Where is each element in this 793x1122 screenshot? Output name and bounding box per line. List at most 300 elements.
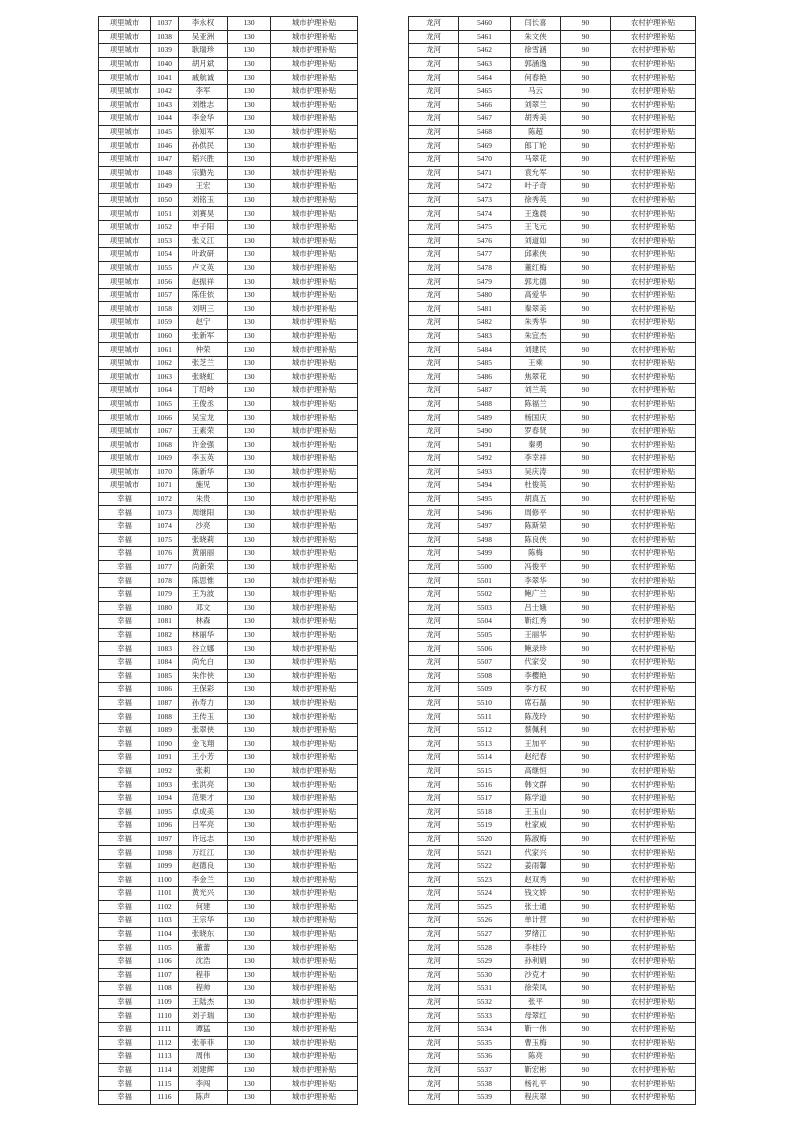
amount-cell: 130: [228, 723, 271, 737]
name-cell: 陈超: [511, 125, 561, 139]
serial-number-cell: 5478: [459, 261, 511, 275]
district-cell: 幸福: [99, 547, 151, 561]
subsidy-type-cell: 城市护理补贴: [271, 180, 358, 194]
amount-cell: 130: [228, 329, 271, 343]
table-row: [99, 683, 358, 697]
table-row: [409, 968, 696, 982]
name-cell: 韬兴胜: [179, 152, 228, 166]
serial-number-cell: 1058: [151, 302, 179, 316]
table-row: [99, 30, 358, 44]
amount-cell: 90: [561, 452, 611, 466]
serial-number-cell: 5539: [459, 1090, 511, 1104]
serial-number-cell: 1108: [151, 982, 179, 996]
amount-cell: 130: [228, 438, 271, 452]
subsidy-type-cell: 农村护理补贴: [611, 574, 696, 588]
table-row: [99, 152, 358, 166]
district-cell: 龙河: [409, 1009, 459, 1023]
district-cell: 龙河: [409, 1022, 459, 1036]
name-cell: 王乘: [511, 356, 561, 370]
name-cell: 邓文: [179, 601, 228, 615]
district-cell: 龙河: [409, 220, 459, 234]
serial-number-cell: 5479: [459, 275, 511, 289]
subsidy-type-cell: 城市护理补贴: [271, 98, 358, 112]
name-cell: 邱素侠: [511, 248, 561, 262]
amount-cell: 90: [561, 84, 611, 98]
amount-cell: 90: [561, 683, 611, 697]
subsidy-type-cell: 城市护理补贴: [271, 84, 358, 98]
serial-number-cell: 5463: [459, 57, 511, 71]
subsidy-type-cell: 农村护理补贴: [611, 506, 696, 520]
name-cell: 马云: [511, 84, 561, 98]
subsidy-type-cell: 城市护理补贴: [271, 248, 358, 262]
name-cell: 刘铭玉: [179, 193, 228, 207]
table-row: [409, 220, 696, 234]
serial-number-cell: 5514: [459, 751, 511, 765]
table-row: [409, 642, 696, 656]
subsidy-type-cell: 城市护理补贴: [271, 560, 358, 574]
table-row: [409, 1077, 696, 1091]
subsidy-type-cell: 城市护理补贴: [271, 1050, 358, 1064]
name-cell: 沈浩: [179, 954, 228, 968]
serial-number-cell: 5528: [459, 941, 511, 955]
serial-number-cell: 5525: [459, 900, 511, 914]
subsidy-type-cell: 农村护理补贴: [611, 152, 696, 166]
table-row: [409, 819, 696, 833]
amount-cell: 130: [228, 220, 271, 234]
subsidy-type-cell: 城市护理补贴: [271, 275, 358, 289]
subsidy-type-cell: 农村护理补贴: [611, 465, 696, 479]
amount-cell: 90: [561, 166, 611, 180]
serial-number-cell: 1073: [151, 506, 179, 520]
table-row: [409, 1050, 696, 1064]
serial-number-cell: 1061: [151, 343, 179, 357]
name-cell: 尚允白: [179, 655, 228, 669]
subsidy-type-cell: 农村护理补贴: [611, 819, 696, 833]
table-row: [99, 805, 358, 819]
serial-number-cell: 5533: [459, 1009, 511, 1023]
amount-cell: 130: [228, 234, 271, 248]
table-row: [99, 248, 358, 262]
serial-number-cell: 5484: [459, 343, 511, 357]
serial-number-cell: 1049: [151, 180, 179, 194]
table-row: [409, 601, 696, 615]
district-cell: 龙河: [409, 479, 459, 493]
district-cell: 龙河: [409, 764, 459, 778]
name-cell: 郭尤德: [511, 275, 561, 289]
table-row: [99, 819, 358, 833]
name-cell: 王逸晨: [511, 207, 561, 221]
name-cell: 郎丁轮: [511, 139, 561, 153]
table-row: [99, 438, 358, 452]
serial-number-cell: 5527: [459, 927, 511, 941]
name-cell: 李翠华: [511, 574, 561, 588]
serial-number-cell: 1052: [151, 220, 179, 234]
subsidy-type-cell: 农村护理补贴: [611, 873, 696, 887]
subsidy-type-cell: 城市护理补贴: [271, 139, 358, 153]
table-row: [99, 57, 358, 71]
district-cell: 幸福: [99, 737, 151, 751]
table-row: [99, 628, 358, 642]
table-row: [409, 900, 696, 914]
name-cell: 陈思惟: [179, 574, 228, 588]
subsidy-type-cell: 农村护理补贴: [611, 234, 696, 248]
name-cell: 席石磊: [511, 696, 561, 710]
table-row: [99, 411, 358, 425]
district-cell: 龙河: [409, 84, 459, 98]
name-cell: 母翠红: [511, 1009, 561, 1023]
name-cell: 卓成美: [179, 805, 228, 819]
name-cell: 赵纪春: [511, 751, 561, 765]
table-row: [409, 547, 696, 561]
table-row: [99, 642, 358, 656]
subsidy-type-cell: 城市护理补贴: [271, 343, 358, 357]
table-row: [409, 44, 696, 58]
amount-cell: 130: [228, 683, 271, 697]
district-cell: 项里城市: [99, 44, 151, 58]
table-row: [99, 887, 358, 901]
serial-number-cell: 1041: [151, 71, 179, 85]
name-cell: 刘明三: [179, 302, 228, 316]
amount-cell: 90: [561, 914, 611, 928]
amount-cell: 130: [228, 751, 271, 765]
district-cell: 龙河: [409, 723, 459, 737]
table-row: [409, 723, 696, 737]
table-row: [99, 370, 358, 384]
district-cell: 龙河: [409, 927, 459, 941]
serial-number-cell: 1075: [151, 533, 179, 547]
amount-cell: 90: [561, 1022, 611, 1036]
serial-number-cell: 1089: [151, 723, 179, 737]
name-cell: 秦翠美: [511, 302, 561, 316]
serial-number-cell: 1095: [151, 805, 179, 819]
district-cell: 幸福: [99, 669, 151, 683]
name-cell: 徐雪涵: [511, 44, 561, 58]
district-cell: 龙河: [409, 683, 459, 697]
table-row: [99, 778, 358, 792]
serial-number-cell: 5472: [459, 180, 511, 194]
subsidy-type-cell: 农村护理补贴: [611, 900, 696, 914]
table-row: [99, 832, 358, 846]
serial-number-cell: 5523: [459, 873, 511, 887]
table-row: [409, 98, 696, 112]
district-cell: 项里城市: [99, 84, 151, 98]
district-cell: 项里城市: [99, 370, 151, 384]
table-row: [409, 791, 696, 805]
table-row: [99, 139, 358, 153]
name-cell: 代家安: [511, 655, 561, 669]
table-row: [409, 30, 696, 44]
district-cell: 龙河: [409, 343, 459, 357]
name-cell: 谭猛: [179, 1022, 228, 1036]
amount-cell: 130: [228, 1063, 271, 1077]
serial-number-cell: 5494: [459, 479, 511, 493]
amount-cell: 130: [228, 356, 271, 370]
serial-number-cell: 5522: [459, 859, 511, 873]
amount-cell: 90: [561, 424, 611, 438]
serial-number-cell: 1091: [151, 751, 179, 765]
serial-number-cell: 5515: [459, 764, 511, 778]
serial-number-cell: 1053: [151, 234, 179, 248]
table-row: [409, 139, 696, 153]
amount-cell: 90: [561, 492, 611, 506]
table-row: [99, 492, 358, 506]
amount-cell: 130: [228, 1050, 271, 1064]
amount-cell: 90: [561, 995, 611, 1009]
name-cell: 李金兰: [179, 873, 228, 887]
amount-cell: 130: [228, 370, 271, 384]
name-cell: 张义江: [179, 234, 228, 248]
district-cell: 幸福: [99, 819, 151, 833]
serial-number-cell: 1039: [151, 44, 179, 58]
name-cell: 何春艳: [511, 71, 561, 85]
name-cell: 李玉英: [179, 452, 228, 466]
serial-number-cell: 5506: [459, 642, 511, 656]
subsidy-type-cell: 城市护理补贴: [271, 288, 358, 302]
subsidy-type-cell: 城市护理补贴: [271, 207, 358, 221]
name-cell: 徐荣凤: [511, 982, 561, 996]
amount-cell: 90: [561, 533, 611, 547]
serial-number-cell: 5500: [459, 560, 511, 574]
amount-cell: 90: [561, 152, 611, 166]
name-cell: 吴宝龙: [179, 411, 228, 425]
name-cell: 张士通: [511, 900, 561, 914]
subsidy-type-cell: 城市护理补贴: [271, 982, 358, 996]
amount-cell: 90: [561, 125, 611, 139]
amount-cell: 90: [561, 1050, 611, 1064]
table-row: [409, 302, 696, 316]
table-row: [99, 1063, 358, 1077]
table-row: [99, 587, 358, 601]
name-cell: 许金强: [179, 438, 228, 452]
amount-cell: 90: [561, 234, 611, 248]
district-cell: 幸福: [99, 492, 151, 506]
name-cell: 代家兴: [511, 846, 561, 860]
serial-number-cell: 5498: [459, 533, 511, 547]
serial-number-cell: 1064: [151, 384, 179, 398]
name-cell: 杜家威: [511, 819, 561, 833]
subsidy-type-cell: 城市护理补贴: [271, 44, 358, 58]
name-cell: 尚新荣: [179, 560, 228, 574]
name-cell: 何建: [179, 900, 228, 914]
serial-number-cell: 5464: [459, 71, 511, 85]
amount-cell: 130: [228, 207, 271, 221]
serial-number-cell: 1055: [151, 261, 179, 275]
subsidy-type-cell: 城市护理补贴: [271, 900, 358, 914]
amount-cell: 130: [228, 533, 271, 547]
district-cell: 龙河: [409, 193, 459, 207]
amount-cell: 130: [228, 343, 271, 357]
district-cell: 龙河: [409, 1063, 459, 1077]
table-row: [409, 261, 696, 275]
name-cell: 王保彩: [179, 683, 228, 697]
subsidy-type-cell: 农村护理补贴: [611, 669, 696, 683]
district-cell: 龙河: [409, 615, 459, 629]
name-cell: 孙利娟: [511, 954, 561, 968]
subsidy-type-cell: 农村护理补贴: [611, 533, 696, 547]
amount-cell: 130: [228, 152, 271, 166]
serial-number-cell: 5501: [459, 574, 511, 588]
subsidy-type-cell: 城市护理补贴: [271, 954, 358, 968]
subsidy-type-cell: 城市护理补贴: [271, 791, 358, 805]
subsidy-type-cell: 城市护理补贴: [271, 805, 358, 819]
subsidy-type-cell: 城市护理补贴: [271, 547, 358, 561]
subsidy-type-cell: 城市护理补贴: [271, 234, 358, 248]
district-cell: 龙河: [409, 57, 459, 71]
amount-cell: 130: [228, 57, 271, 71]
subsidy-type-cell: 城市护理补贴: [271, 479, 358, 493]
serial-number-cell: 5499: [459, 547, 511, 561]
amount-cell: 90: [561, 887, 611, 901]
table-row: [99, 941, 358, 955]
subsidy-type-cell: 农村护理补贴: [611, 57, 696, 71]
serial-number-cell: 5519: [459, 819, 511, 833]
district-cell: 龙河: [409, 846, 459, 860]
name-cell: 许远志: [179, 832, 228, 846]
district-cell: 项里城市: [99, 288, 151, 302]
table-row: [99, 764, 358, 778]
subsidy-type-cell: 农村护理补贴: [611, 941, 696, 955]
subsidy-type-cell: 农村护理补贴: [611, 248, 696, 262]
amount-cell: 90: [561, 384, 611, 398]
amount-cell: 90: [561, 207, 611, 221]
serial-number-cell: 5495: [459, 492, 511, 506]
table-row: [409, 927, 696, 941]
name-cell: 张平: [511, 995, 561, 1009]
serial-number-cell: 1065: [151, 397, 179, 411]
subsidy-type-cell: 农村护理补贴: [611, 805, 696, 819]
amount-cell: 90: [561, 1090, 611, 1104]
table-row: [99, 560, 358, 574]
amount-cell: 90: [561, 519, 611, 533]
district-cell: 龙河: [409, 166, 459, 180]
subsidy-type-cell: 农村护理补贴: [611, 397, 696, 411]
district-cell: 幸福: [99, 954, 151, 968]
name-cell: 仲荣: [179, 343, 228, 357]
district-cell: 幸福: [99, 506, 151, 520]
serial-number-cell: 5460: [459, 17, 511, 31]
district-cell: 龙河: [409, 316, 459, 330]
name-cell: 鲍录珍: [511, 642, 561, 656]
district-cell: 幸福: [99, 642, 151, 656]
serial-number-cell: 1106: [151, 954, 179, 968]
table-row: [99, 397, 358, 411]
subsidy-type-cell: 城市护理补贴: [271, 778, 358, 792]
subsidy-type-cell: 城市护理补贴: [271, 846, 358, 860]
district-cell: 幸福: [99, 1090, 151, 1104]
table-row: [99, 98, 358, 112]
name-cell: 谷立娜: [179, 642, 228, 656]
amount-cell: 90: [561, 438, 611, 452]
amount-cell: 130: [228, 1022, 271, 1036]
serial-number-cell: 5466: [459, 98, 511, 112]
table-row: [99, 900, 358, 914]
name-cell: 陈良侠: [511, 533, 561, 547]
table-row: [409, 832, 696, 846]
subsidy-type-cell: 城市护理补贴: [271, 452, 358, 466]
serial-number-cell: 1093: [151, 778, 179, 792]
name-cell: 袁允军: [511, 166, 561, 180]
subsidy-type-cell: 城市护理补贴: [271, 995, 358, 1009]
table-row: [409, 17, 696, 31]
serial-number-cell: 1076: [151, 547, 179, 561]
table-row: [409, 125, 696, 139]
district-cell: 项里城市: [99, 193, 151, 207]
serial-number-cell: 1050: [151, 193, 179, 207]
amount-cell: 90: [561, 873, 611, 887]
name-cell: 朱贵: [179, 492, 228, 506]
amount-cell: 130: [228, 764, 271, 778]
serial-number-cell: 1046: [151, 139, 179, 153]
subsidy-type-cell: 城市护理补贴: [271, 356, 358, 370]
subsidy-type-cell: 城市护理补贴: [271, 506, 358, 520]
subsidy-type-cell: 农村护理补贴: [611, 343, 696, 357]
amount-cell: 130: [228, 17, 271, 31]
district-cell: 龙河: [409, 533, 459, 547]
table-row: [99, 207, 358, 221]
serial-number-cell: 5508: [459, 669, 511, 683]
name-cell: 陈淑梅: [511, 832, 561, 846]
amount-cell: 90: [561, 30, 611, 44]
serial-number-cell: 5467: [459, 112, 511, 126]
serial-number-cell: 1060: [151, 329, 179, 343]
serial-number-cell: 1113: [151, 1050, 179, 1064]
name-cell: 张新军: [179, 329, 228, 343]
district-cell: 项里城市: [99, 411, 151, 425]
table-row: [99, 1022, 358, 1036]
table-row: [99, 927, 358, 941]
amount-cell: 130: [228, 819, 271, 833]
district-cell: 龙河: [409, 859, 459, 873]
name-cell: 陈福兰: [511, 397, 561, 411]
district-cell: 项里城市: [99, 30, 151, 44]
serial-number-cell: 1086: [151, 683, 179, 697]
amount-cell: 130: [228, 71, 271, 85]
name-cell: 申子阳: [179, 220, 228, 234]
name-cell: 林丽华: [179, 628, 228, 642]
district-cell: 龙河: [409, 411, 459, 425]
subsidy-type-cell: 农村护理补贴: [611, 954, 696, 968]
table-row: [99, 968, 358, 982]
amount-cell: 130: [228, 846, 271, 860]
name-cell: 陈新华: [179, 465, 228, 479]
serial-number-cell: 1080: [151, 601, 179, 615]
district-cell: 龙河: [409, 968, 459, 982]
name-cell: 单计营: [511, 914, 561, 928]
serial-number-cell: 1062: [151, 356, 179, 370]
district-cell: 幸福: [99, 900, 151, 914]
amount-cell: 130: [228, 968, 271, 982]
name-cell: 吕军亮: [179, 819, 228, 833]
amount-cell: 130: [228, 302, 271, 316]
table-row: [99, 193, 358, 207]
serial-number-cell: 5511: [459, 710, 511, 724]
table-row: [409, 560, 696, 574]
subsidy-type-cell: 农村护理补贴: [611, 193, 696, 207]
subsidy-type-cell: 农村护理补贴: [611, 887, 696, 901]
serial-number-cell: 1083: [151, 642, 179, 656]
name-cell: 朱宜杰: [511, 329, 561, 343]
serial-number-cell: 5497: [459, 519, 511, 533]
district-cell: 龙河: [409, 302, 459, 316]
serial-number-cell: 1070: [151, 465, 179, 479]
name-cell: 郭涵逸: [511, 57, 561, 71]
name-cell: 戚航诚: [179, 71, 228, 85]
district-cell: 项里城市: [99, 479, 151, 493]
amount-cell: 130: [228, 547, 271, 561]
district-cell: 龙河: [409, 397, 459, 411]
amount-cell: 130: [228, 275, 271, 289]
amount-cell: 90: [561, 628, 611, 642]
